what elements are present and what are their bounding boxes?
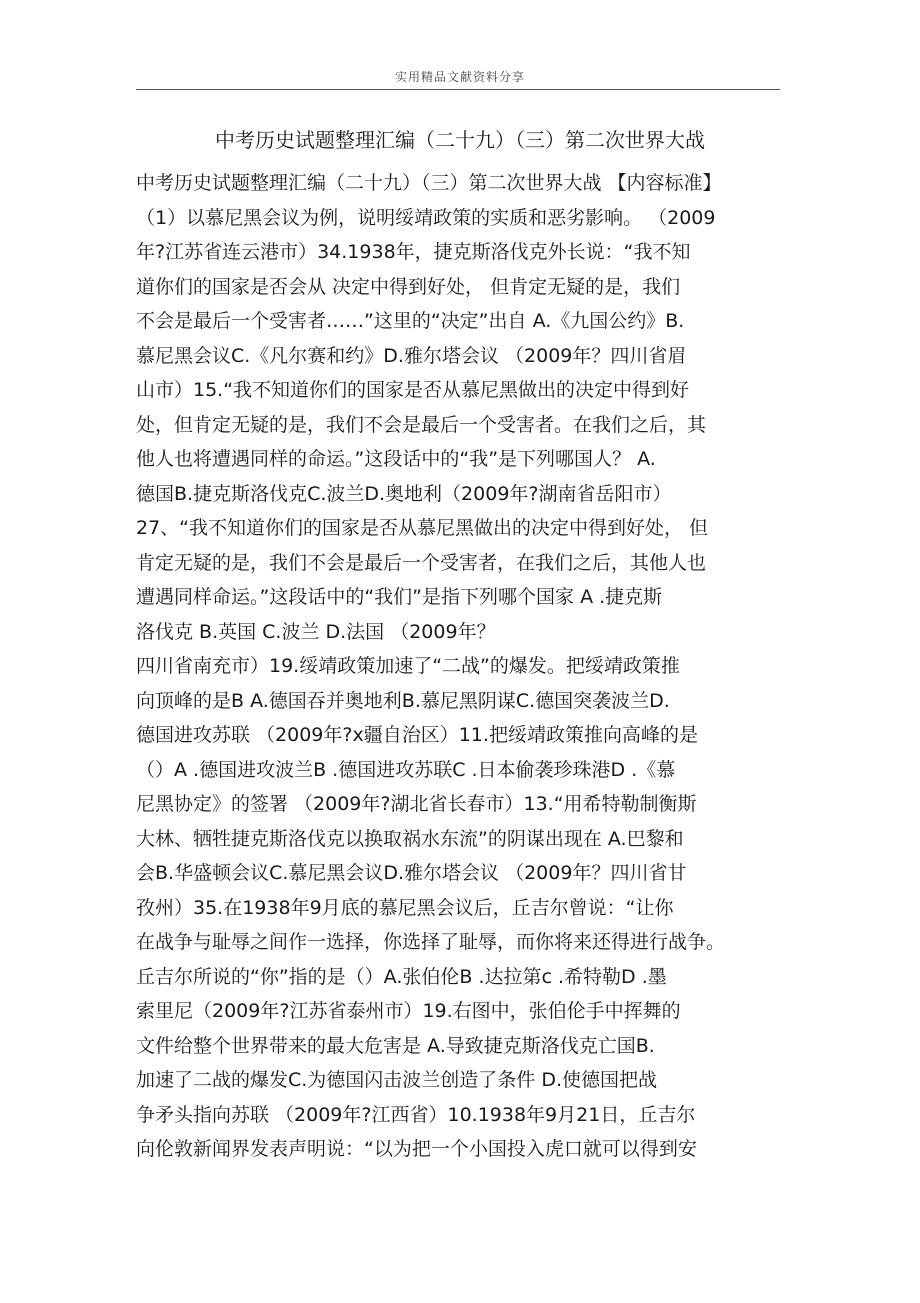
body-line: 在战争与耻辱之间作一选择，你选择了耻辱，而你将来还得进行战争。 — [136, 931, 726, 953]
body-line: 四川省南充市）19.绥靖政策加速了“二战”的爆发。把绥靖政策推 — [136, 655, 680, 677]
body-line: 德国B.捷克斯洛伐克C.波兰D.奥地利（2009年?湖南省岳阳市） — [136, 482, 672, 505]
body-line: （）A .德国进攻波兰B .德国进攻苏联C .日本偷袭珍珠港D .《慕 — [136, 758, 676, 781]
body-line: 洛伐克 B.英国 C.波兰 D.法国 （2009年？ — [136, 620, 496, 643]
body-line: 大林、牺牲捷克斯洛伐克以换取祸水东流”的阴谋出现在 A.巴黎和 — [136, 827, 684, 850]
body-line: 27、“我不知道你们的国家是否从慕尼黑做出的决定中得到好处， 但 — [136, 517, 709, 539]
document-title: 中考历史试题整理汇编（二十九）（三）第二次世界大战 — [215, 128, 705, 152]
body-line: 孜州）35.在1938年9月底的慕尼黑会议后，丘吉尔曾说：“让你 — [136, 896, 674, 919]
body-line: 不会是最后一个受害者……”这里的“决定”出自 A.《九国公约》B. — [136, 310, 685, 332]
body-line: 遭遇同样命运。”这段话中的“我们”是指下列哪个国家 A .捷克斯 — [136, 586, 663, 608]
header-divider — [136, 89, 780, 90]
body-line: 慕尼黑会议C.《凡尔赛和约》D.雅尔塔会议 （2009年？四川省眉 — [136, 344, 687, 367]
body-line: 他人也将遭遇同样的命运。”这段话中的“我”是下列哪国人？ A. — [136, 448, 656, 470]
body-line: 尼黑协定》的签署 （2009年?湖北省长春市）13.“用希特勒制衡斯 — [136, 793, 697, 815]
body-line: 处，但肯定无疑的是，我们不会是最后一个受害者。在我们之后，其 — [136, 413, 707, 436]
body-line: 向顶峰的是B A.德国吞并奥地利B.慕尼黑阴谋C.德国突袭波兰D. — [136, 689, 670, 712]
body-line: 丘吉尔所说的“你”指的是（）A.张伯伦B .达拉第c .希特勒D .墨 — [136, 965, 667, 988]
body-line: 加速了二战的爆发C.为德国闪击波兰创造了条件 D.使德国把战 — [136, 1069, 658, 1091]
body-line: 文件给整个世界带来的最大危害是 A.导致捷克斯洛伐克亡国B. — [136, 1034, 655, 1057]
body-line: 向伦敦新闻界发表声明说：“以为把一个小国投入虎口就可以得到安 — [136, 1138, 697, 1160]
body-line: （1）以慕尼黑会议为例，说明绥靖政策的实质和恶劣影响。 （2009 — [136, 206, 716, 229]
body-line: 德国进攻苏联 （2009年?x疆自治区）11.把绥靖政策推向高峰的是 — [136, 724, 698, 746]
document-body — [136, 166, 796, 1167]
body-line: 会B.华盛顿会议C.慕尼黑会议D.雅尔塔会议 （2009年？四川省甘 — [136, 862, 687, 884]
body-line: 争矛头指向苏联 （2009年?江西省）10.1938年9月21日，丘吉尔 — [136, 1103, 696, 1126]
page-header: 实用精品文献资料分享 — [394, 70, 525, 84]
body-line: 中考历史试题整理汇编（二十九）（三）第二次世界大战 【内容标准】 — [136, 172, 722, 194]
body-line: 索里尼（2009年?江苏省泰州市）19.右图中，张伯伦手中挥舞的 — [136, 1000, 681, 1022]
body-line: 肯定无疑的是，我们不会是最后一个受害者，在我们之后，其他人也 — [136, 551, 707, 574]
body-line: 山市）15.“我不知道你们的国家是否从慕尼黑做出的决定中得到好 — [136, 379, 690, 401]
body-line: 年?江苏省连云港市）34.1938年，捷克斯洛伐克外长说：“我不知 — [136, 241, 691, 263]
body-line: 道你们的国家是否会从 决定中得到好处， 但肯定无疑的是，我们 — [136, 275, 681, 298]
